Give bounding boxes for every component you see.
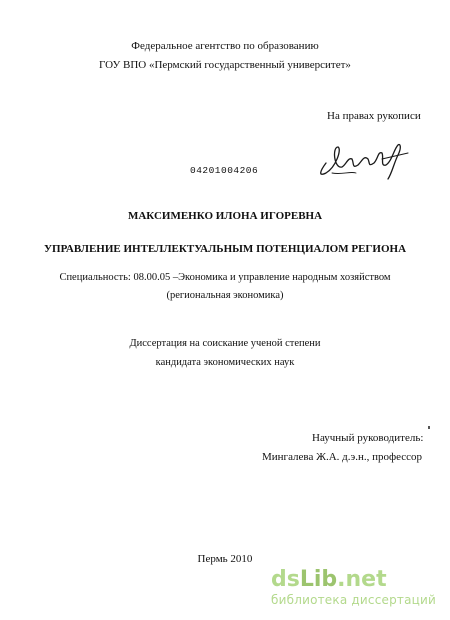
signature-image: [312, 133, 412, 181]
degree-line: Диссертация на соискание ученой степени: [129, 338, 321, 349]
scan-mark: [428, 426, 430, 429]
dslib-logo: dsLib.net: [271, 567, 387, 592]
advisor-name: Мингалева Ж.А. д.э.н., профессор: [262, 451, 423, 463]
specialty-subline: (региональная экономика): [166, 290, 284, 301]
author-name: МАКСИМЕНКО ИЛОНА ИГОРЕВНА: [127, 210, 323, 222]
degree-subline: кандидата экономических наук: [155, 357, 295, 368]
specialty-line: Специальность: 08.00.05 –Экономика и управление народным хозяйством: [59, 272, 391, 283]
doc-number: 04201004206: [190, 165, 259, 176]
university-line: ГОУ ВПО «Пермский государственный университет»: [99, 59, 351, 71]
place-year: Пермь 2010: [197, 553, 253, 565]
dslib-watermark: [271, 568, 436, 607]
dissertation-title: УПРАВЛЕНИЕ ИНТЕЛЛЕКТУАЛЬНЫМ ПОТЕНЦИАЛОМ РЕГИОНА: [43, 243, 407, 255]
agency-line: Федеральное агентство по образованию: [131, 40, 319, 52]
manuscript-note: На правах рукописи: [327, 110, 421, 122]
advisor-label: Научный руководитель:: [312, 432, 424, 444]
dslib-subtitle: библиотека диссертаций: [271, 593, 436, 607]
